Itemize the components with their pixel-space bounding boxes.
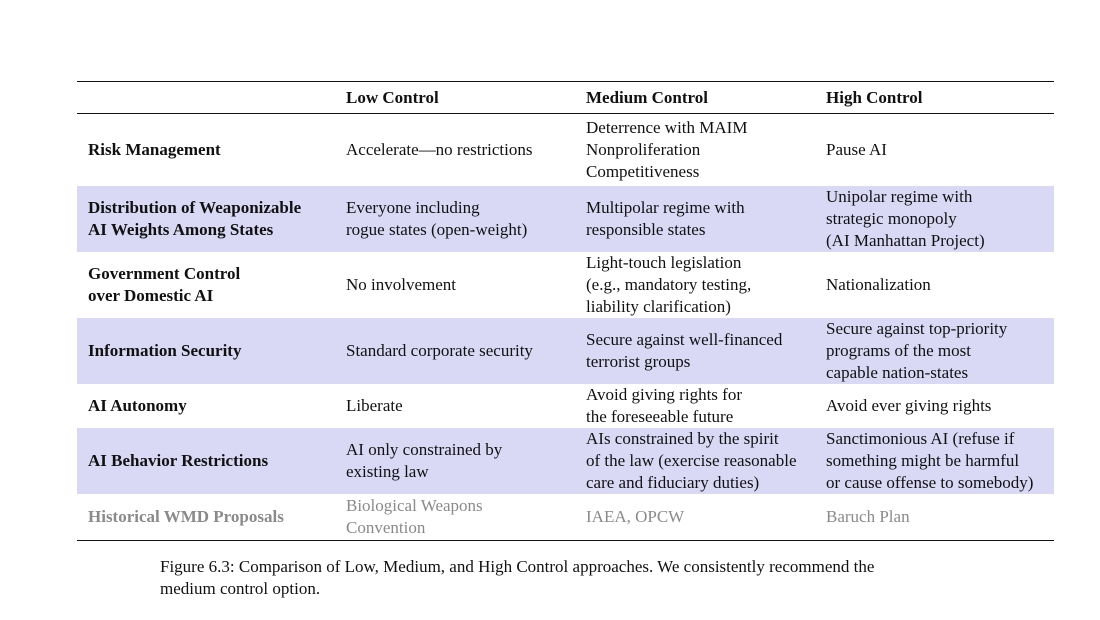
cell-high: Baruch Plan (826, 506, 910, 526)
row-label-government-control: Government Control over Domestic AI (88, 263, 241, 305)
cell-medium: Secure against well-financed terrorist groups (575, 318, 815, 384)
caption-line: medium control option. (160, 579, 321, 598)
control-comparison-table (77, 81, 1054, 541)
cell-high: Nationalization (826, 274, 931, 294)
table-row (77, 252, 1054, 318)
table-header-row (77, 82, 1054, 114)
table-row (77, 318, 1054, 384)
table-row (77, 114, 1054, 186)
cell-medium: Deterrence with MAIM Nonproliferation Competitiveness (586, 117, 748, 181)
cell-low: Everyone including rogue states (open-weight) (335, 186, 575, 252)
cell-low: No involvement (346, 274, 457, 294)
header-medium-control: Medium Control (575, 82, 815, 114)
table-row (77, 186, 1054, 252)
cell-high: Secure against top-priority programs of the most capable nation-states (815, 318, 1054, 384)
cell-medium: Light-touch legislation (e.g., mandatory testing, liability clarification) (586, 252, 752, 316)
caption-line: Figure 6.3: Comparison of Low, Medium, and High Control approaches. We consistently recommend the (160, 557, 875, 576)
row-label-historical-wmd-proposals: Historical WMD Proposals (88, 506, 284, 526)
cell-high: Sanctimonious AI (refuse if something might be harmful or cause offense to somebody) (815, 428, 1054, 494)
table-row (77, 494, 1054, 541)
cell-high: Avoid ever giving rights (826, 395, 992, 415)
cell-low: Standard corporate security (335, 318, 575, 384)
cell-medium: AIs constrained by the spirit of the law (exercise reasonable care and fiduciary duties) (575, 428, 815, 494)
table-row (77, 428, 1054, 494)
row-label-weight-distribution: Distribution of Weaponizable AI Weights Among States (77, 186, 335, 252)
header-empty (77, 82, 335, 114)
cell-medium: Avoid giving rights for the foreseeable future (586, 384, 742, 426)
header-high-control: High Control (815, 82, 1054, 114)
row-label-ai-behavior-restrictions: AI Behavior Restrictions (77, 428, 335, 494)
cell-low: Accelerate—no restrictions (346, 139, 533, 159)
row-label-risk-management: Risk Management (88, 139, 221, 159)
row-label-information-security: Information Security (77, 318, 335, 384)
cell-high: Pause AI (826, 139, 887, 159)
table-row (77, 384, 1054, 428)
figure-caption (160, 556, 980, 600)
header-low-control: Low Control (335, 82, 575, 114)
cell-low: Liberate (346, 395, 403, 415)
cell-high: Unipolar regime with strategic monopoly (AI Manhattan Project) (815, 186, 1054, 252)
row-label-ai-autonomy: AI Autonomy (88, 395, 187, 415)
cell-low: AI only constrained by existing law (335, 428, 575, 494)
cell-medium: IAEA, OPCW (586, 506, 685, 526)
cell-medium: Multipolar regime with responsible states (575, 186, 815, 252)
cell-low: Biological Weapons Convention (346, 495, 483, 537)
comparison-table-container (77, 81, 1054, 541)
